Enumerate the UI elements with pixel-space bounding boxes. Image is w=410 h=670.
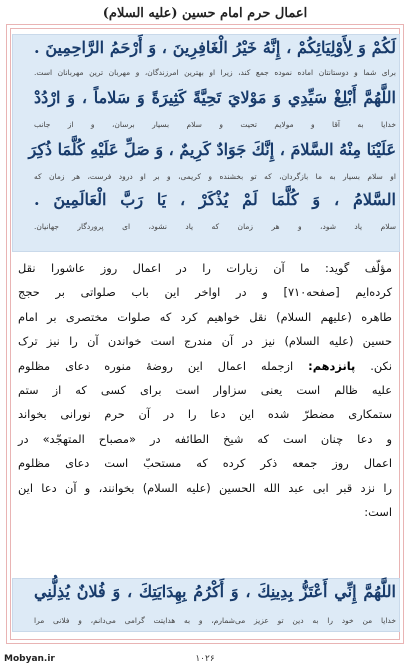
- prayer-line-1-translation: برای شما و دوستانتان اماده نموده جمع كند، زيرا او بهترين امرزندگان، و مهربان ترين مهربانان است.: [34, 68, 396, 77]
- body-line: اعمال روز جمعه ذكر كرده كه مستحبّ است دعای مظلوم: [18, 456, 392, 471]
- body-line: عليه ظالم است يعنی سزاوار است برای كسی كه از ستم: [18, 383, 392, 398]
- body-line: را نزد قبر ابی عبد الله الحسين (علیه السلام) بخوانند، و آن دعا اين: [18, 480, 392, 495]
- body-line: طاهره (علیهم السلام) نقل خواهيم كرد كه صلوات مختصری بر امام: [18, 309, 392, 324]
- body-text: [18, 256, 392, 524]
- prayer-line-2-arabic: اللَّهُمَّ أَبْلِغْ سَيِّدِي وَ مَوْلايَ تَحِيَّةً كَثِيرَةً وَ سَلاماً ، وَ ارْدُدْ: [34, 88, 396, 107]
- body-line: و دعا چنان است كه شيخ الطائفه در «مصباح المتهجّد» در: [18, 431, 392, 446]
- section-heading: پانزدهم:: [308, 358, 356, 373]
- body-line: ستمكاری مضطرّ شده اين دعا را در آن حرم نورانی بخواند: [18, 407, 392, 422]
- body-line: است:: [364, 505, 392, 520]
- body-line: مؤلّف گويد: ما آن زيارات را در اعمال روز عاشورا نقل: [18, 261, 392, 275]
- prayer-bottom-translation: خدايا من خود را به دين تو عزيز می‌شمارم، و به هدايتت گرامی می‌دانم، و فلانی مرا: [34, 616, 396, 625]
- body-line: حسين (علیه السلام) نيز در آن مندرج است خواندن آن را نيز ترک: [18, 334, 392, 349]
- site-watermark: Mobyan.ir: [4, 654, 55, 664]
- body-line-with-heading: [18, 354, 392, 378]
- body-line: كرده‌ايم [صفحه۷۱۰] و در اواخر اين باب صلواتی بر حجج: [18, 285, 392, 300]
- page-title: اعمال حرم امام حسین (علیه السلام): [102, 6, 308, 21]
- prayer-line-4-arabic: السَّلامُ ، وَ كُلَّمَا لَمْ يُذْكَرْ ، يَا رَبَّ الْعَالَمِينَ .: [34, 190, 396, 209]
- prayer-line-3-arabic: عَلَيْنَا مِنْهُ السَّلامَ ، إِنَّكَ جَوَادٌ كَرِيمٌ ، وَ صَلِّ عَلَيْهِ كُلَّمَا ذُكِرَ: [28, 140, 396, 159]
- prayer-line-4-translation: سلام ياد شود، و هر زمان كه ياد نشود، ای پروردگار جهانيان.: [34, 222, 396, 231]
- page-number: ۱۰۲۶: [195, 654, 215, 664]
- prayer-line-3-translation: او سلام بسيار به ما بازگردان، كه تو بخشنده و كريمی، و بر او درود فرست، هر زمان كه: [34, 172, 396, 181]
- prayer-line-2-translation: خدايا به آقا و مولايم تحيت و سلام بسيار برسان، و از جانب: [34, 120, 396, 129]
- body-line-text: نكن. پانزدهم: ازجمله اعمال اين روضهٔ منوره دعای مظلوم: [18, 358, 392, 373]
- prayer-bottom-arabic: اللَّهُمَّ إِنِّي أَعْتَزُّ بِدِينِكَ ، وَ أَكْرُمُ بِهِدَايَتِكَ ، وَ فُلانٌ يُذِلُّنِي: [34, 582, 396, 601]
- prayer-line-1-arabic: لَكُمْ وَ لِأَوْلِيَائِكُمْ ، إِنَّهُ خَيْرُ الْغَافِرِينَ ، وَ أَرْحَمُ الرَّاحِمِينَ .: [34, 38, 396, 57]
